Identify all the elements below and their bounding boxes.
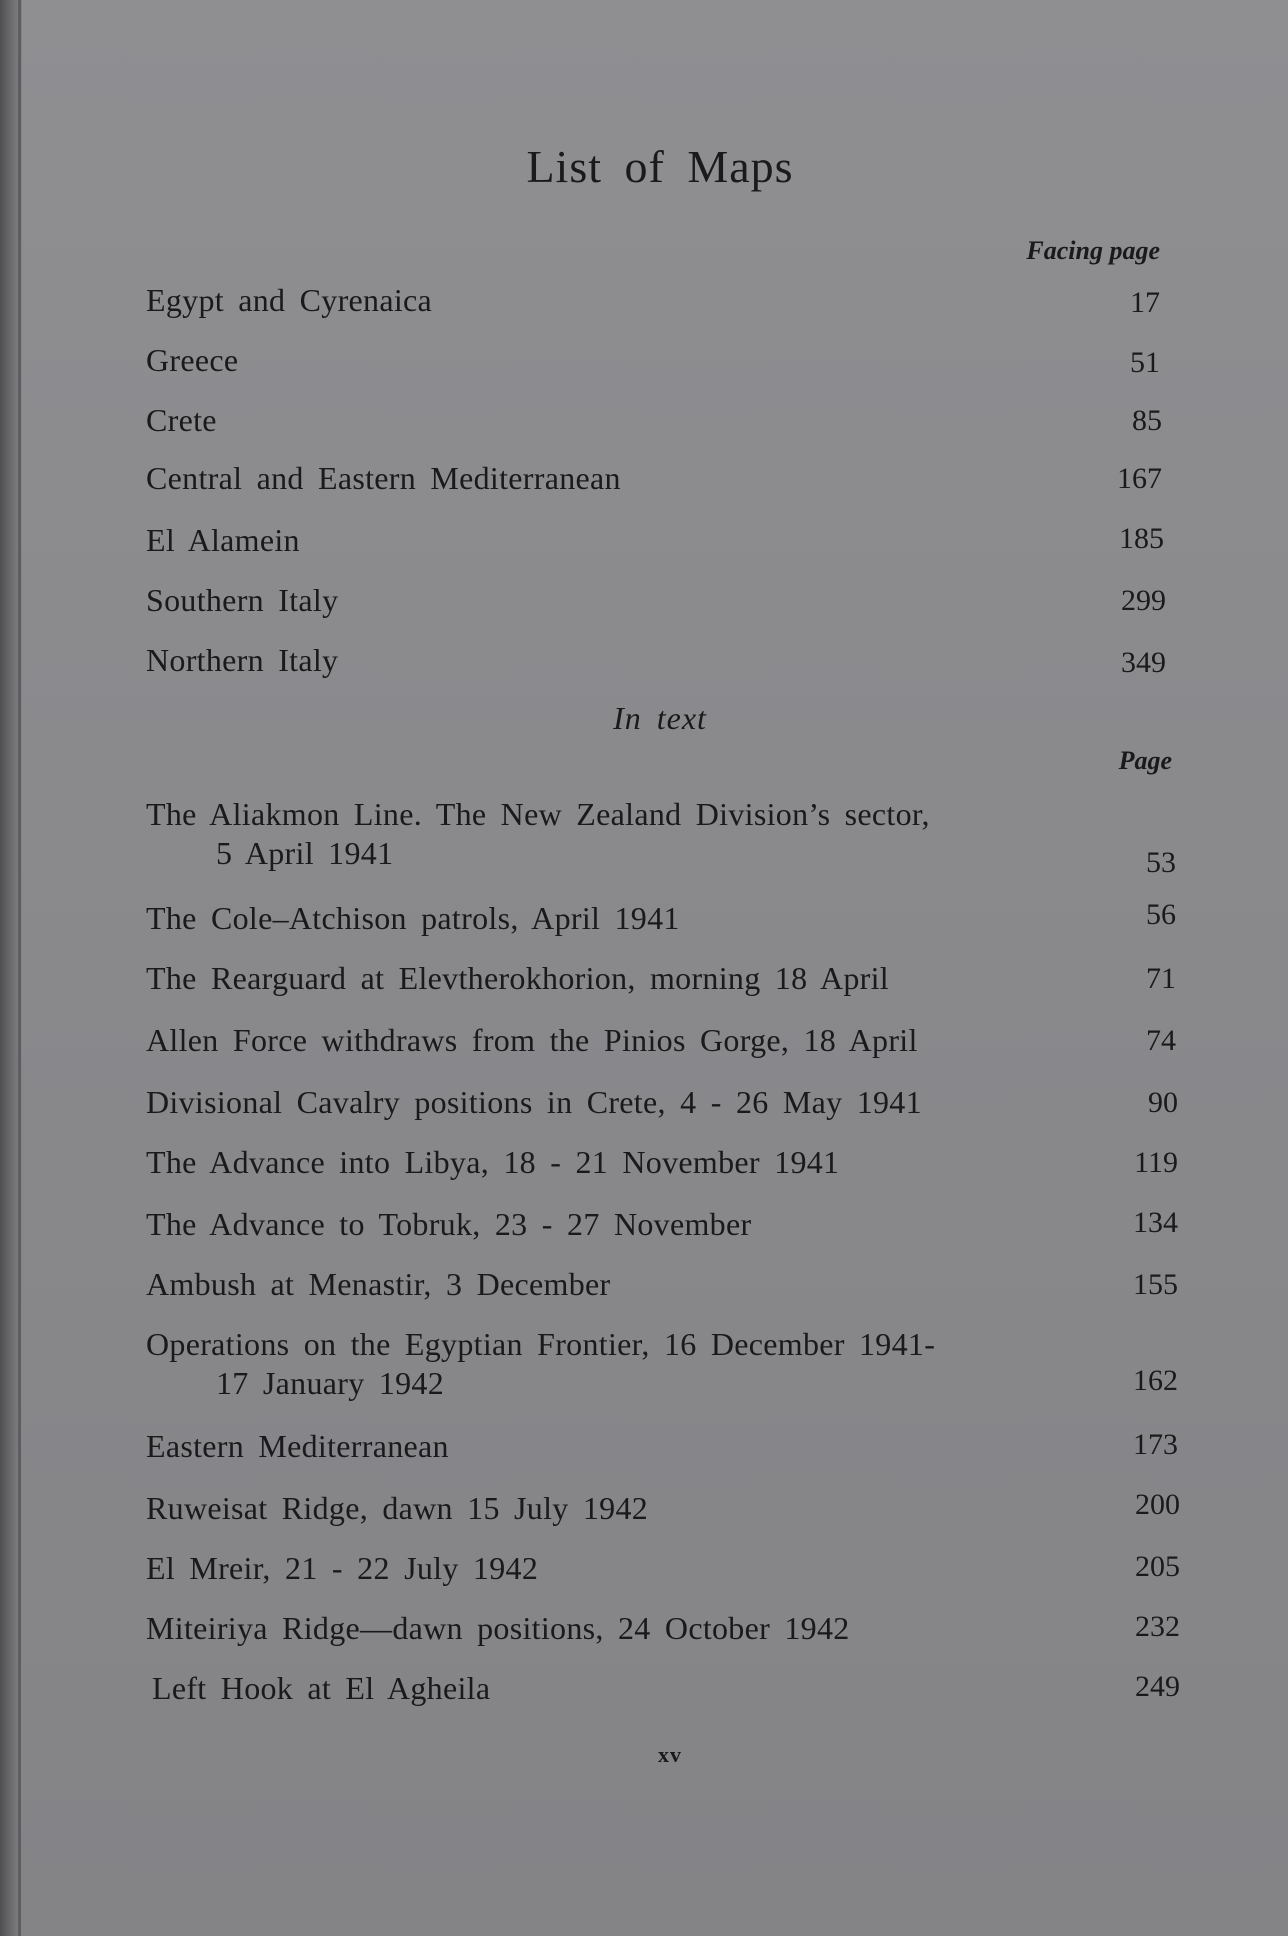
list-item-continuation: 5 April 1941 [216, 835, 394, 871]
list-item: The Rearguard at Elevtherokhorion, morning 18 April [146, 960, 889, 996]
page-number: 232 [1135, 1610, 1180, 1643]
list-item: Left Hook at El Agheila [152, 1670, 491, 1706]
list-item: Eastern Mediterranean [146, 1428, 449, 1464]
list-item: Greece [146, 342, 239, 378]
list-item: Egypt and Cyrenaica [146, 282, 433, 318]
page-number: 134 [1133, 1206, 1178, 1239]
page-number: 200 [1135, 1488, 1180, 1521]
list-item: Southern Italy [146, 582, 339, 618]
list-item: Northern Italy [146, 642, 339, 678]
list-item: The Advance to Tobruk, 23 - 27 November [146, 1206, 752, 1242]
list-item [146, 796, 930, 872]
page-number: 173 [1133, 1428, 1178, 1461]
list-item-continuation: 17 January 1942 [216, 1365, 445, 1401]
page-gutter-line [18, 0, 21, 1936]
list-item: Ambush at Menastir, 3 December [146, 1266, 611, 1302]
page-number: 349 [1121, 646, 1166, 679]
list-item: Crete [146, 402, 217, 438]
section-heading-in-text: In text [613, 700, 707, 736]
page-number: 85 [1132, 404, 1162, 437]
page-number: 90 [1148, 1086, 1178, 1119]
page-number: 53 [1146, 846, 1176, 879]
list-item: Divisional Cavalry positions in Crete, 4 - 26 May 1941 [146, 1084, 922, 1120]
list-item [146, 1326, 935, 1402]
page-number: 56 [1146, 898, 1176, 931]
facing-page-column-header: Facing page [1026, 236, 1160, 265]
list-item: The Cole–Atchison patrols, April 1941 [146, 900, 680, 936]
page-number: 51 [1130, 346, 1160, 379]
page-column-header: Page [1118, 746, 1172, 775]
list-item: El Alamein [146, 522, 300, 558]
list-item: Miteiriya Ridge—dawn positions, 24 October 1942 [146, 1610, 850, 1646]
list-item: Ruweisat Ridge, dawn 15 July 1942 [146, 1490, 649, 1526]
page-number: 155 [1133, 1268, 1178, 1301]
page-number: 167 [1117, 462, 1162, 495]
page-number: 249 [1135, 1670, 1180, 1703]
list-item-title: The Aliakmon Line. The New Zealand Division’s sector, [146, 796, 930, 832]
page-number: 299 [1121, 584, 1166, 617]
list-item-title: Operations on the Egyptian Frontier, 16 December 1941- [146, 1326, 936, 1362]
page-number: 205 [1135, 1550, 1180, 1583]
page-title: List of Maps [526, 141, 794, 192]
page-folio: xv [658, 1742, 682, 1767]
page-number: 119 [1134, 1146, 1178, 1179]
page-number: 71 [1146, 962, 1176, 995]
page-number: 17 [1130, 286, 1160, 319]
page-number: 185 [1119, 522, 1164, 555]
page-number: 162 [1133, 1364, 1178, 1397]
page-number: 74 [1146, 1024, 1176, 1057]
list-item: The Advance into Libya, 18 - 21 November 1941 [146, 1144, 840, 1180]
list-item: El Mreir, 21 - 22 July 1942 [146, 1550, 539, 1586]
list-item: Allen Force withdraws from the Pinios Gorge, 18 April [146, 1022, 918, 1058]
list-item: Central and Eastern Mediterranean [146, 460, 621, 496]
